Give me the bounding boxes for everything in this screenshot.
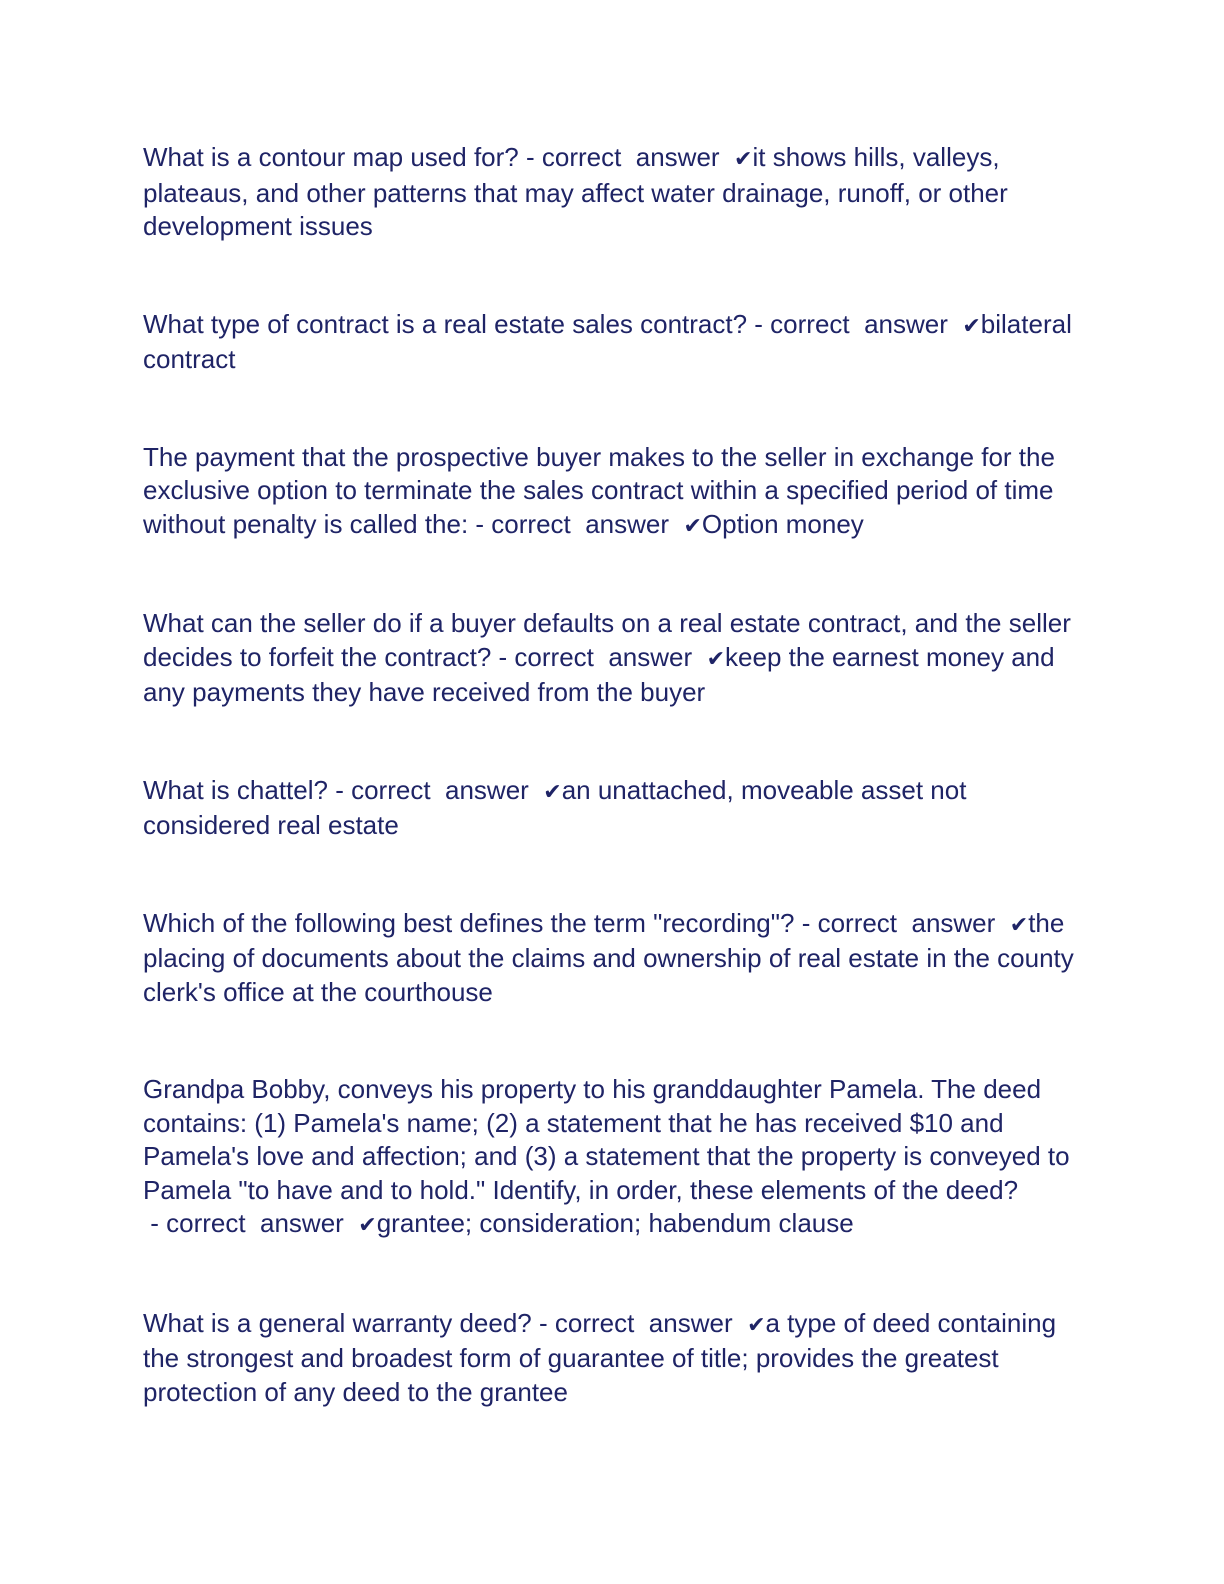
answer-separator: - correct answer (747, 308, 963, 339)
answer-separator: - correct answer (531, 1307, 748, 1338)
checkmark-icon: ✔ (962, 313, 981, 339)
qa-item (143, 907, 1083, 1010)
answer-text: it shows hills, valleys, plateaus, and other patterns that may affect water drainage, runoff, or other development issues (143, 142, 1008, 241)
question-text: What type of contract is a real estate sales contract? (143, 308, 748, 339)
answer-separator: - correct answer (491, 641, 707, 672)
qa-item (143, 308, 1083, 377)
answer-text: the placing of documents about the claims and ownership of real estate in the county clerk's office at the courthouse (143, 907, 1074, 1007)
checkmark-icon: ✔ (734, 147, 753, 172)
qa-item (143, 1073, 1083, 1243)
answer-text: keep the earnest money and any payments they have received from the buyer (143, 641, 1055, 707)
answer-separator: - correct answer (794, 907, 1010, 938)
answer-separator: - correct answer (518, 142, 735, 172)
question-text: Grandpa Bobby, conveys his property to his granddaughter Pamela. The deed contains: (1) Pamela's name; (2) a statement that he has received $10 and Pamela's love and affection; and (3) a statement that the property is conveyed to Pamela "to have and to hold." Identify, in order, these elements of the deed? (143, 1074, 1070, 1205)
qa-item (143, 441, 1083, 544)
qa-item (143, 1307, 1083, 1410)
answer-text: grantee; consideration; habendum clause (376, 1208, 854, 1238)
question-text: Which of the following best defines the term "recording"? (143, 907, 795, 938)
checkmark-icon: ✔ (358, 1213, 377, 1238)
answer-text: bilateral contract (143, 308, 1072, 374)
question-text: What is a general warranty deed? (143, 1307, 532, 1338)
checkmark-icon: ✔ (1009, 912, 1029, 938)
answer-text: Option money (701, 508, 864, 539)
answer-separator: - correct answer (468, 508, 684, 539)
qa-item (143, 141, 1083, 244)
qa-item (143, 774, 1083, 843)
checkmark-icon: ✔ (683, 513, 702, 539)
answer-separator: - correct answer (143, 1208, 359, 1238)
question-text: What is chattel? (143, 774, 328, 805)
answer-text: a type of deed containing the strongest and broadest form of guarantee of title; provides the greatest protection of any deed to the grantee (143, 1307, 1057, 1407)
question-text: The payment that the prospective buyer makes to the seller in exchange for the exclusive option to terminate the sales contract within a specified period of time without penalty is called the: (143, 441, 1055, 539)
checkmark-icon: ✔ (747, 1312, 766, 1338)
checkmark-icon: ✔ (543, 779, 562, 805)
answer-separator: - correct answer (327, 774, 544, 805)
qa-item (143, 607, 1083, 710)
qa-list (143, 141, 1083, 1473)
answer-text: an unattached, moveable asset not considered real estate (143, 774, 967, 840)
question-text: What is a contour map used for? (143, 142, 519, 172)
question-text: What can the seller do if a buyer defaults on a real estate contract, and the seller decides to forfeit the contract? (143, 608, 1071, 672)
checkmark-icon: ✔ (706, 646, 726, 672)
